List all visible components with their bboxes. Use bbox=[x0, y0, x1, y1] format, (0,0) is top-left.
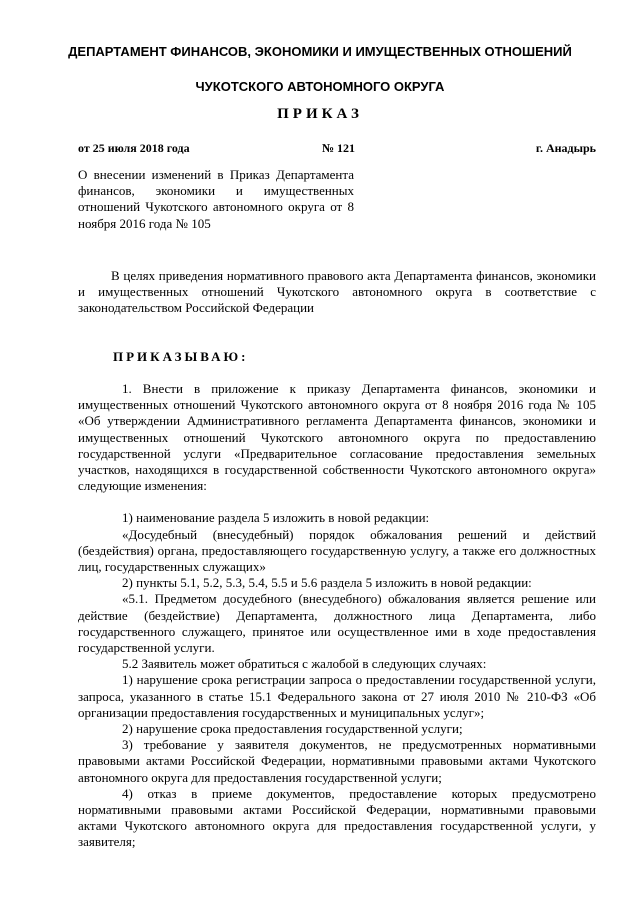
decree-heading: ПРИКАЗЫВАЮ: bbox=[113, 349, 249, 364]
department-name-line2: ЧУКОТСКОГО АВТОНОМНОГО ОКРУГА bbox=[195, 79, 445, 94]
paragraph: «5.1. Предметом досудебного (внесудебного) обжалования является решение или действие (бездействие) Департамента, должностного лица Департамента, либо государственного служащего, принятое или осуществленное ими в ходе предоставления государственной услуги. bbox=[78, 591, 596, 656]
paragraph: «Досудебный (внесудебный) порядок обжалования решений и действий (бездействия) органа, предоставляющего государственную услугу, а также его должностных лиц, государственных служащих» bbox=[78, 526, 596, 575]
paragraph: 1) наименование раздела 5 изложить в новой редакции: bbox=[122, 510, 430, 526]
paragraph: 1) нарушение срока регистрации запроса о предоставлении государственной услуги, запроса, указанного в статье 15.1 Федерального закона от 27 июля 2010 № 210-ФЗ «Об организации предоставления государственных и муниципальных услуг»; bbox=[78, 672, 596, 720]
paragraph: 4) отказ в приеме документов, предоставление которых предусмотрено нормативными правовыми актами Российской Федерации, нормативными правовыми актами Чукотского автономного округа для предоставления государственной услуги, у заявителя; bbox=[78, 785, 596, 850]
paragraph: 2) пункты 5.1, 5.2, 5.3, 5.4, 5.5 и 5.6 раздела 5 изложить в новой редакции: bbox=[122, 575, 532, 591]
paragraph: 3) требование у заявителя документов, не предусмотренных нормативными правовыми актами Российской Федерации, нормативными правовыми актами Чукотского автономного округа для предоставления государственной услуги; bbox=[78, 737, 596, 785]
preamble: В целях приведения нормативного правового акта Департамента финансов, экономики и имущественных отношений Чукотского автономного округа в соответствие с законодательством Российской Федерации bbox=[78, 268, 596, 316]
order-body bbox=[78, 381, 596, 851]
order-number: № 121 bbox=[322, 141, 356, 155]
department-name-line1: ДЕПАРТАМЕНТ ФИНАНСОВ, ЭКОНОМИКИ И ИМУЩЕСТВЕННЫХ ОТНОШЕНИЙ bbox=[68, 44, 572, 59]
paragraph: 1. Внести в приложение к приказу Департамента финансов, экономики и имущественных отношений Чукотского автономного округа от 8 ноября 2016 года № 105 «Об утверждении Административного регламента Департамента финансов, экономики и имущественных отношений Чукотского автономного округа по предоставлению государственной услуги «Предварительное согласование предоставления земельных участков, находящихся в государственной собственности Чукотского автономного округа» следующие изменения: bbox=[78, 381, 596, 494]
order-date: от 25 июля 2018 года bbox=[78, 141, 190, 155]
order-place: г. Анадырь bbox=[535, 141, 596, 155]
order-title: ПРИКАЗ bbox=[277, 106, 363, 122]
paragraph: 5.2 Заявитель может обратиться с жалобой в следующих случаях: bbox=[122, 656, 487, 672]
order-subject: О внесении изменений в Приказ Департамента финансов, экономики и имущественных отношений Чукотского автономного округа от 8 ноября 2016 года № 105 bbox=[78, 167, 354, 231]
paragraph: 2) нарушение срока предоставления государственной услуги; bbox=[122, 721, 463, 737]
